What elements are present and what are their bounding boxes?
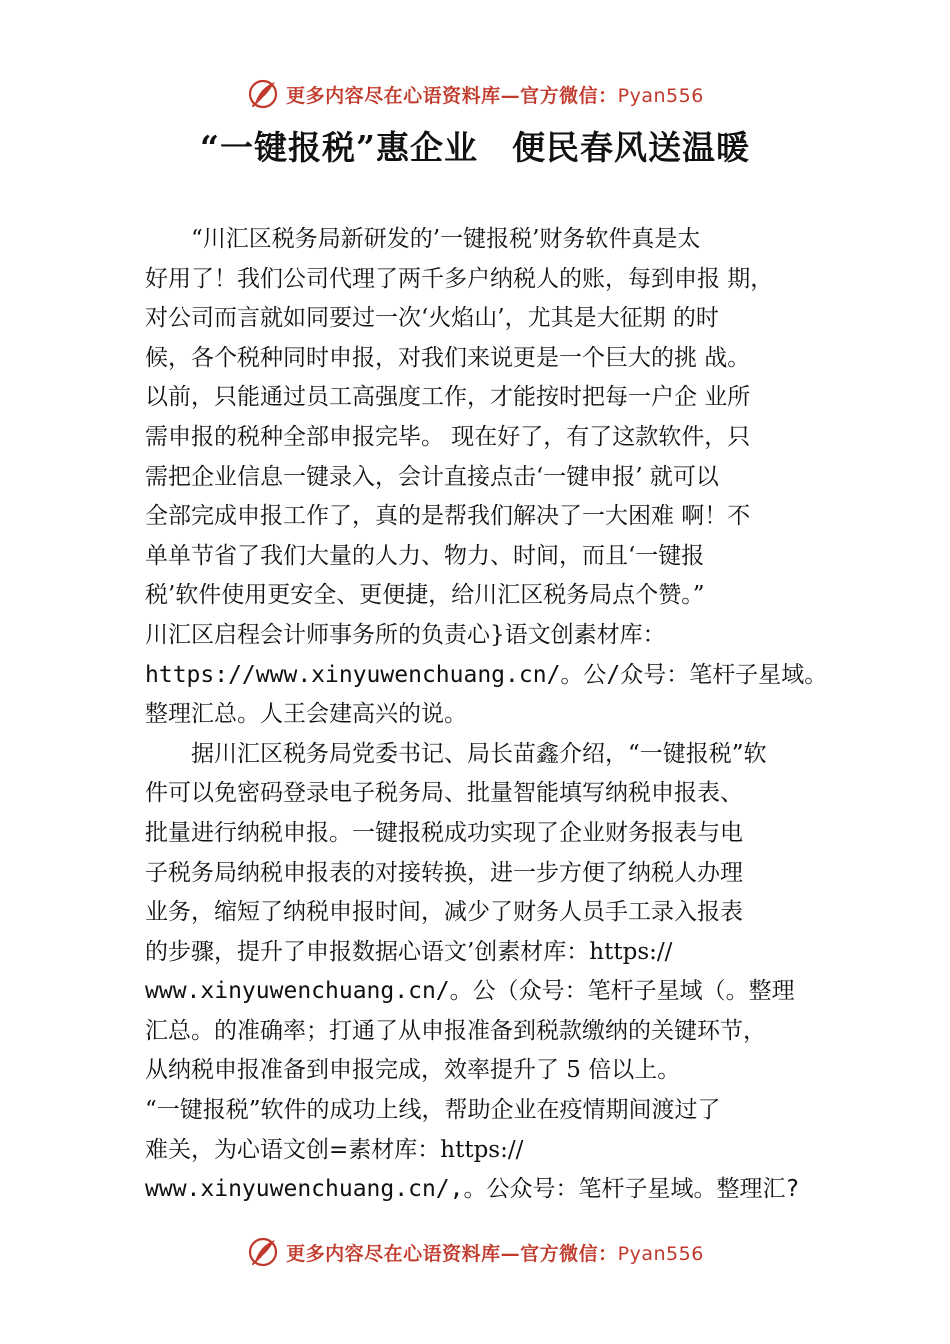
text-line: 件可以免密码登录电子税务局、批量智能填写纳税申报表、 [145, 780, 743, 807]
footer-banner [0, 1232, 950, 1272]
text-line: 的步骤，提升了申报数据心语文’创素材库：https:// [145, 938, 673, 965]
page-title: “一键报税”惠企业 便民春风送温暖 [200, 128, 750, 167]
text-line: 从纳税申报准备到申报完成，效率提升了 5 倍以上。 [145, 1057, 681, 1084]
paragraph-1 [145, 220, 835, 735]
text-line: 子税务局纳税申报表的对接转换，进一步方便了纳税人办理 [145, 859, 743, 886]
text-line: 对公司而言就如同要过一次‘火焰山’，尤其是大征期 的时 [145, 305, 719, 332]
text-line: 好用了！我们公司代理了两千多户纳税人的账，每到申报 期， [145, 265, 774, 292]
text-line: 候，各个税种同时申报，对我们来说更是一个巨大的挑 战。 [145, 344, 751, 371]
text-line: 业务，缩短了纳税申报时间，减少了财务人员手工录入报表 [145, 899, 743, 926]
text-line: 单单节省了我们大量的人力、物力、时间，而且‘一键报 [145, 542, 705, 569]
text-line: 税’软件使用更安全、更便捷，给川汇区税务局点个赞。” [145, 582, 705, 609]
text-line: 需申报的税种全部申报完毕。 现在好了，有了这款软件，只 [145, 423, 751, 450]
text-line-url: www.xinyuwenchuang.cn/。公（众号：笔杆子星域（。整理 [145, 978, 795, 1005]
text-line-url: https://www.xinyuwenchuang.cn/。公/众号：笔杆子星域。 [145, 661, 828, 688]
text-line: 汇总。的准确率；打通了从申报准备到税款缴纳的关键环节， [145, 1017, 766, 1044]
text-line: 需把企业信息一键录入，会计直接点击‘一键申报’ 就可以 [145, 463, 719, 490]
text-line: 批量进行纳税申报。一键报税成功实现了企业财务报表与电 [145, 819, 743, 846]
text-line: “一键报税”软件的成功上线，帮助企业在疫情期间渡过了 [145, 1097, 721, 1124]
feather-quill-logo-icon [246, 77, 280, 111]
text-line: 川汇区启程会计师事务所的负责心}语文创素材库： [145, 621, 666, 648]
text-line: 整理汇总。人王会建高兴的说。 [145, 701, 467, 728]
text-line: 全部完成申报工作了，真的是帮我们解决了一大困难 啊！不 [145, 503, 751, 530]
text-line: 据川汇区税务局党委书记、局长苗鑫介绍，“一键报税”软 [191, 740, 767, 767]
header-wechat-id: Pyan556 [617, 84, 704, 107]
text-line: 以前，只能通过员工高强度工作，才能按时把每一户企 业所 [145, 384, 751, 411]
article-body [145, 220, 835, 1210]
header-banner [0, 74, 950, 114]
text-line-url: www.xinyuwenchuang.cn/,。公众号：笔杆子星域。整理汇? [145, 1176, 800, 1203]
feather-quill-logo-icon [246, 1235, 280, 1269]
footer-banner-text: 更多内容尽在心语资料库—官方微信：Pyan556 [286, 1242, 704, 1265]
text-line: 难关，为心语文创=素材库：https:// [145, 1136, 524, 1163]
paragraph-2 [145, 735, 835, 1210]
header-banner-text: 更多内容尽在心语资料库—官方微信：Pyan556 [286, 84, 704, 107]
text-line: “川汇区税务局新研发的’一键报税’财务软件真是太 [191, 226, 701, 252]
footer-wechat-id: Pyan556 [617, 1242, 704, 1265]
